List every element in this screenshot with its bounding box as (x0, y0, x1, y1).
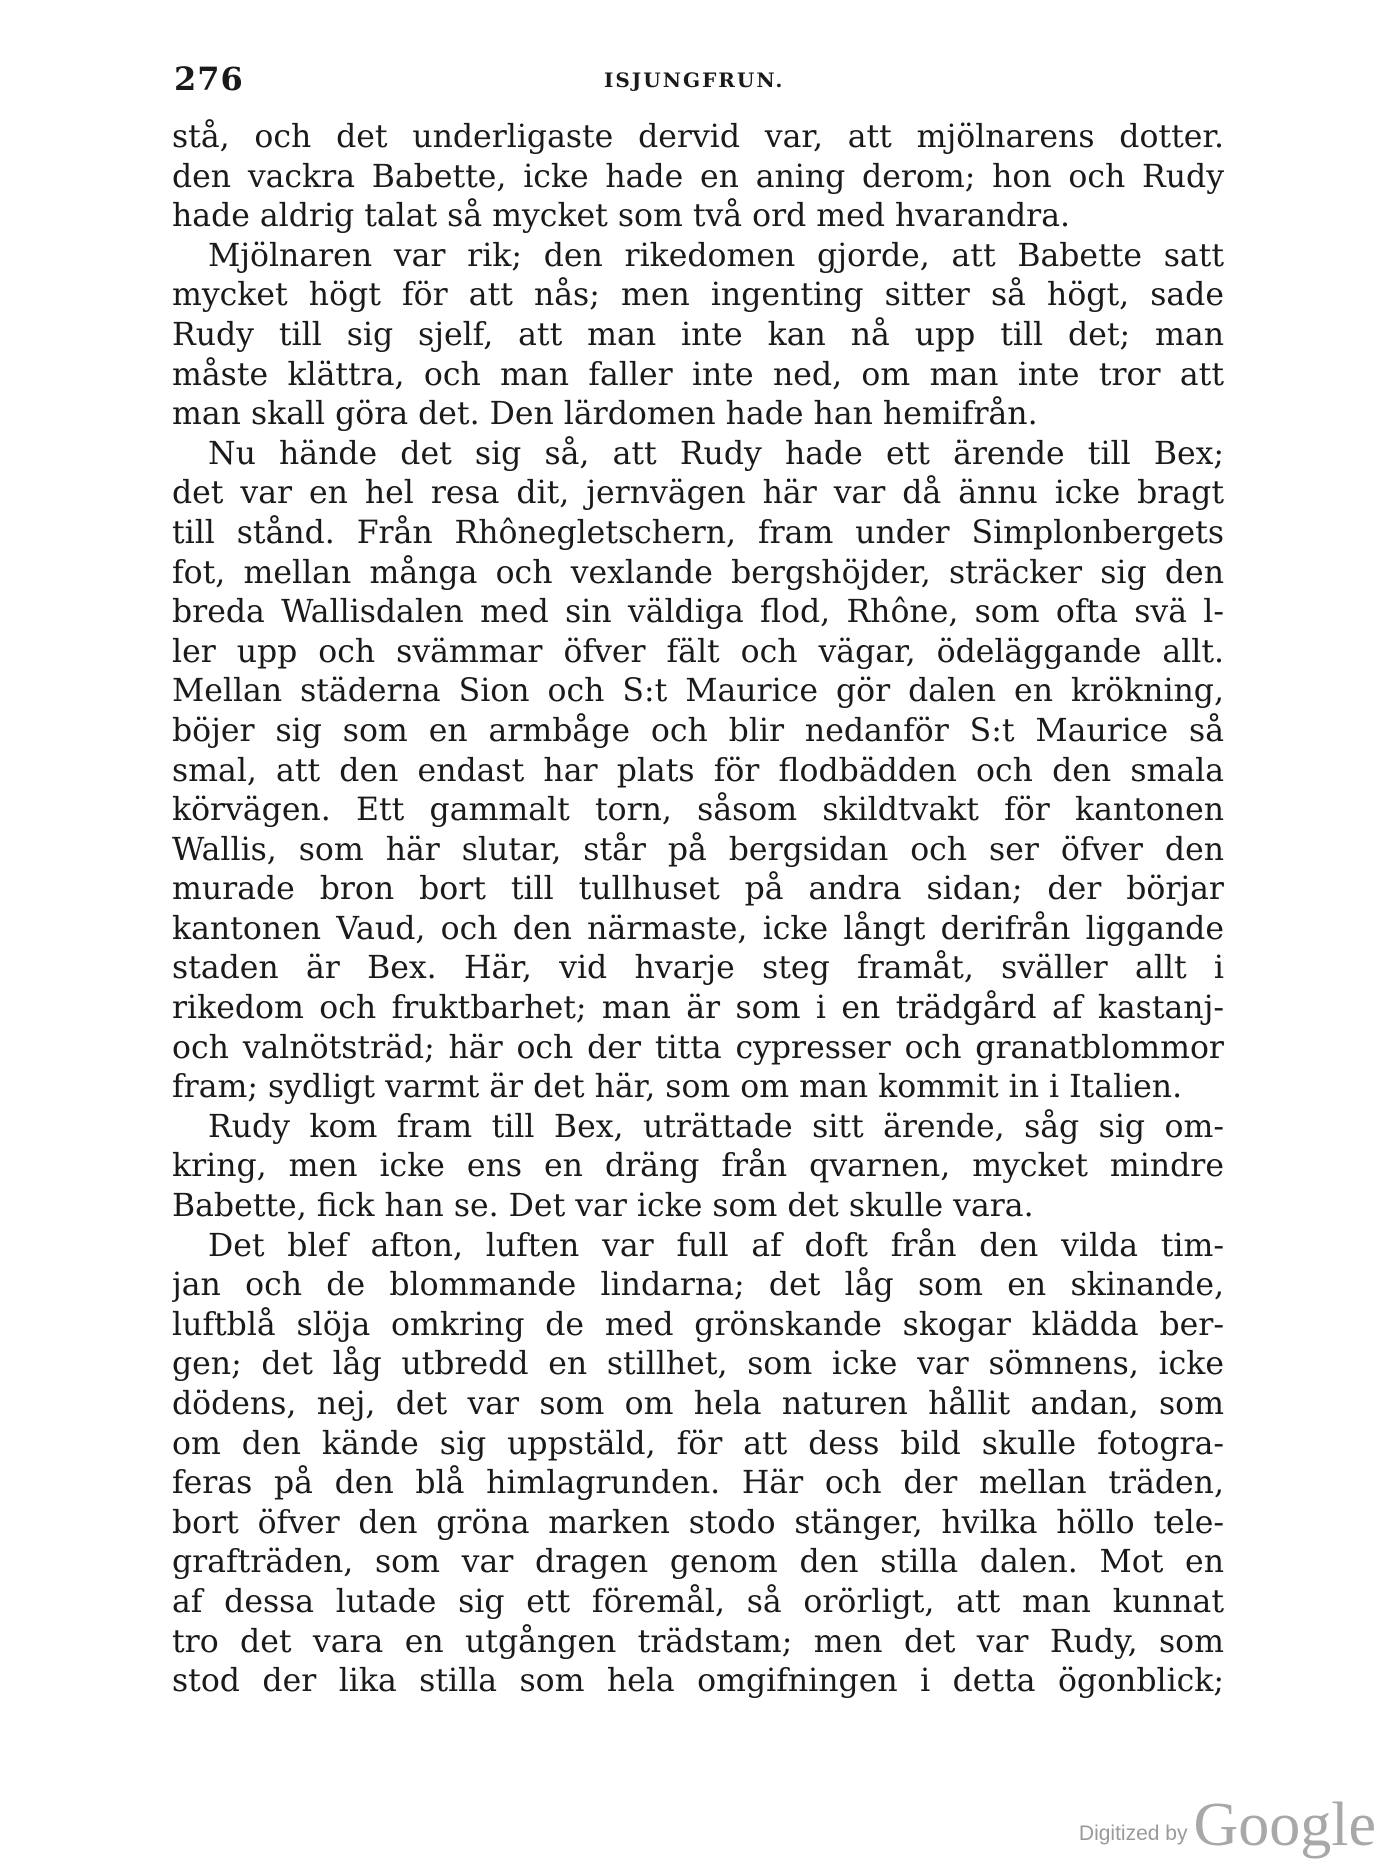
text-line: kantonen Vaud, och den närmaste, icke långt derifrån liggande (172, 910, 1224, 947)
text-line: dödens, nej, det var som om hela naturen hållit andan, som (172, 1386, 1224, 1422)
text-line: luftblå slöja omkring de med grönskande skogar klädda ber- (172, 1306, 1224, 1343)
text-line: breda Wallisdalen med sin väldiga flod, Rhône, som ofta svä l- (172, 594, 1224, 631)
running-title: ISJUNGFRUN. (604, 68, 785, 92)
text-line: af dessa lutade sig ett föremål, så orörligt, att man kunnat (172, 1583, 1224, 1620)
text-line: murade bron bort till tullhuset på andra sidan; der börjar (172, 871, 1224, 908)
text-line: feras på den blå himlagrunden. Här och der mellan träden, (172, 1465, 1224, 1502)
text-line: böjer sig som en armbåge och blir nedanför S:t Maurice så (172, 712, 1224, 749)
text-line: kring, men icke ens en dräng från qvarnen, mycket mindre (172, 1148, 1224, 1185)
text-line: staden är Bex. Här, vid hvarje steg framåt, sväller allt i (172, 950, 1224, 987)
text-line: om den kände sig uppstäld, för att dess bild skulle fotogra- (172, 1425, 1224, 1462)
text-line: stå, och det underligaste dervid var, att mjölnarens dotter. (172, 119, 1224, 155)
text-line: måste klättra, och man faller inte ned, om man inte tror att (172, 356, 1224, 393)
page-header (174, 60, 1224, 110)
text-line: bort öfver den gröna marken stodo stänger, hvilka höllo tele- (172, 1504, 1224, 1541)
text-line: Wallis, som här slutar, står på bergsidan och ser öfver den (172, 831, 1224, 868)
text-line: jan och de blommande lindarna; det låg som en skinande, (172, 1267, 1224, 1304)
page-number: 276 (174, 60, 244, 98)
text-line: stod der lika stilla som hela omgifningen i detta ögonblick; (172, 1663, 1224, 1700)
text-line: smal, att den endast har plats för flodbädden och den smala (172, 752, 1224, 789)
text-line: mycket högt för att nås; men ingenting sitter så högt, sade (172, 277, 1224, 314)
text-line: rikedom och fruktbarhet; man är som i en trädgård af kastanj- (172, 990, 1224, 1027)
digitized-watermark (1078, 1784, 1376, 1859)
text-line: körvägen. Ett gammalt torn, såsom skildtvakt för kantonen (172, 792, 1224, 829)
text-line: till stånd. Från Rhônegletschern, fram under Simplonbergets (172, 514, 1224, 551)
text-line: den vackra Babette, icke hade en aning derom; hon och Rudy (172, 158, 1224, 195)
body-text (172, 118, 1224, 1702)
text-line: ler upp och svämmar öfver fält och vägar, ödeläggande allt. (172, 633, 1224, 670)
google-logo: Google (1193, 1791, 1376, 1859)
text-line: Rudy kom fram till Bex, uträttade sitt ärende, såg sig om- (208, 1108, 1224, 1145)
text-line: grafträden, som var dragen genom den stilla dalen. Mot en (172, 1544, 1224, 1581)
text-line: man skall göra det. Den lärdomen hade han hemifrån. (172, 396, 1038, 433)
text-line: gen; det låg utbredd en stillhet, som icke var sömnens, icke (172, 1346, 1224, 1383)
text-line: Babette, fick han se. Det var icke som det skulle vara. (172, 1188, 1034, 1225)
text-line: tro det vara en utgången trädstam; men det var Rudy, som (172, 1623, 1224, 1660)
text-line: det var en hel resa dit, jernvägen här var då ännu icke bragt (172, 475, 1224, 512)
text-line: Nu hände det sig så, att Rudy hade ett ärende till Bex; (208, 435, 1224, 472)
text-line: Mjölnaren var rik; den rikedomen gjorde, att Babette satt (208, 237, 1224, 274)
text-line: fot, mellan många och vexlande bergshöjder, sträcker sig den (172, 554, 1224, 591)
text-line: och valnötsträd; här och der titta cypresser och granatblommor (172, 1029, 1224, 1066)
text-line: Rudy till sig sjelf, att man inte kan nå upp till det; man (172, 316, 1224, 353)
text-line: Det blef afton, luften var full af doft från den vilda tim- (208, 1227, 1224, 1264)
text-line: Mellan städerna Sion och S:t Maurice gör dalen en krökning, (172, 673, 1224, 710)
watermark-prefix: Digitized by (1078, 1822, 1188, 1845)
text-line: hade aldrig talat så mycket som två ord med hvarandra. (172, 198, 1070, 235)
text-line: fram; sydligt varmt är det här, som om man kommit in i Italien. (172, 1069, 1183, 1106)
